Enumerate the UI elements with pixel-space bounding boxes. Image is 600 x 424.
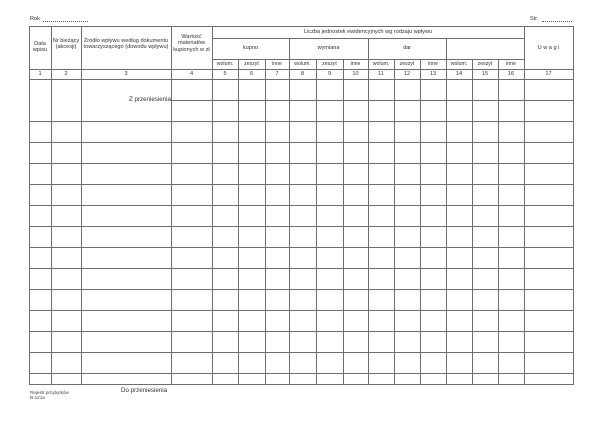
table-top-line (29, 26, 574, 27)
table-row-line (29, 142, 574, 143)
table-row-line (29, 226, 574, 227)
col-number: 11 (378, 71, 384, 77)
subcol-inne: inne (506, 61, 516, 67)
rok-label: Rok (30, 16, 40, 22)
subcol-zeszyt: zeszyt (477, 61, 493, 67)
table-left-line (29, 26, 30, 384)
col-line (265, 59, 266, 384)
col-number: 2 (64, 71, 68, 77)
col-line (316, 59, 317, 384)
do-przeniesienia-label: Do przeniesienia (121, 387, 168, 394)
header-bottom-line (29, 69, 574, 70)
table-row-line (29, 247, 574, 248)
form-name: Rejestr przybytków (30, 390, 69, 395)
table-row-line (29, 310, 574, 311)
col-line (289, 38, 290, 384)
col-number: 1 (38, 71, 42, 77)
col-number: 9 (327, 71, 332, 77)
col-line (51, 26, 52, 384)
col-header-liczba-jednostek: Liczba jednostek ewidencyjnych wg rodzaju wpływu (303, 29, 433, 35)
col-header-dar: dar (402, 45, 412, 51)
col-number: 5 (223, 71, 227, 77)
subcol-wolum: wolum. (216, 61, 234, 67)
col-header-uwagi: U w a g i (537, 45, 560, 51)
subcol-inne: inne (272, 61, 282, 67)
col-header-wartosc: Wartość materiałów kupionych w zł (173, 34, 210, 53)
col-number: 10 (352, 71, 359, 77)
col-line (81, 26, 82, 384)
col-line (238, 59, 239, 384)
col-number: 4 (189, 71, 194, 77)
col-header-zrodlo-wplywu: Źródło wpływu według dokumentu towarzyszącego (dowodu wpływu) (83, 38, 169, 51)
str-label: Str. (530, 16, 539, 22)
table-row-line (29, 352, 574, 353)
col-line (368, 38, 369, 384)
col-number: 3 (124, 71, 128, 77)
table-row-line (29, 205, 574, 206)
col-number: 14 (455, 71, 463, 77)
table-row-line (29, 289, 574, 290)
table-row-line (171, 100, 574, 101)
subcol-wolum: wolum. (450, 61, 468, 67)
col-line (394, 59, 395, 384)
col-line (212, 26, 213, 384)
col-header-data-wpisu: Data wpisu (32, 41, 48, 54)
col-header-nr-biezacy: Nr bieżący (akcesji) (52, 38, 80, 51)
rok-field[interactable] (43, 21, 88, 22)
subcol-inne: inne (350, 61, 361, 67)
z-przeniesienia-label: Z przeniesienia (129, 96, 171, 103)
col-number: 16 (507, 71, 515, 77)
col-number: 17 (545, 71, 552, 77)
col-line (524, 26, 525, 384)
table-row-line (29, 121, 574, 122)
table-right-line (573, 26, 574, 384)
col-number: 8 (300, 71, 305, 77)
form-code: B-121a (30, 395, 45, 401)
table-row-line (29, 331, 574, 332)
col-number: 13 (429, 71, 437, 77)
table-row-line (29, 268, 574, 269)
subcol-zeszyt: zeszyt (399, 61, 415, 67)
col-line (343, 59, 344, 384)
col-line (171, 26, 172, 384)
table-row-line (29, 184, 574, 185)
table-row-line (29, 163, 574, 164)
subcol-wolum: wolum. (294, 61, 311, 67)
subcol-wolum: wolum. (372, 61, 390, 67)
col-header-wymiana: wymiana (317, 45, 340, 51)
numbers-bottom-line (29, 79, 574, 80)
subcol-zeszyt: zeszyt (322, 61, 337, 67)
col-line (472, 59, 473, 384)
col-line (446, 38, 447, 384)
col-number: 12 (403, 71, 411, 77)
table-row-line (29, 384, 574, 385)
col-number: 15 (481, 71, 489, 77)
str-field[interactable] (542, 21, 572, 22)
col-line (498, 59, 499, 384)
col-line (420, 59, 421, 384)
col-header-kupno: kupno (242, 45, 259, 51)
subcol-zeszyt: zeszyt (244, 61, 259, 67)
subcol-inne: inne (428, 61, 438, 67)
table-row-line (29, 373, 574, 374)
form-footer (30, 390, 69, 401)
col-number: 7 (275, 71, 279, 77)
col-number: 6 (249, 71, 254, 77)
